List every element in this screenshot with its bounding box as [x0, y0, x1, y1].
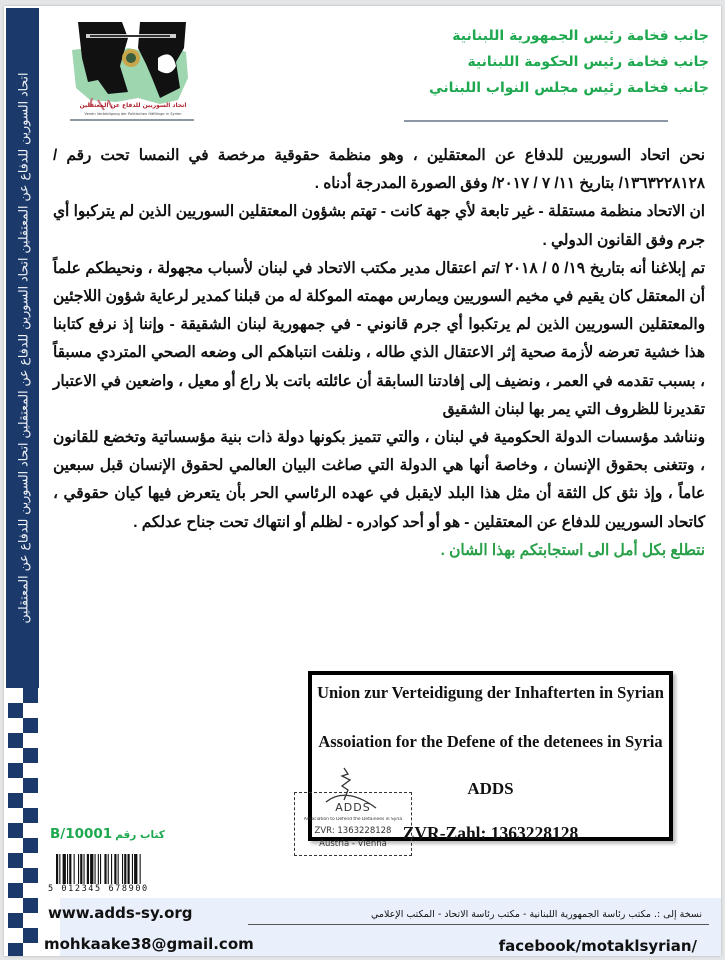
barcode-bar [104, 854, 106, 886]
letter-body [53, 142, 705, 565]
barcode-digits: 5 012345 678900 [48, 884, 182, 894]
org-name-english: Assoiation for the Defene of the detenees in Syria [318, 732, 663, 751]
checker-square [8, 913, 23, 928]
letter-number [50, 823, 210, 842]
checker-square [8, 943, 23, 956]
barcode-bar [132, 854, 133, 886]
barcode-bar [69, 854, 71, 886]
checker-square [8, 763, 23, 778]
body-paragraph: ان الاتحاد منظمة مستقلة - غير تابعة لأي جهة كانت - تهتم بشؤون المعتقلين السوريين الذين لم يتركبوا أي جرم وفق القانون الدولي . [53, 203, 705, 249]
barcode-bar [56, 854, 58, 886]
barcode-bar [134, 854, 137, 886]
checker-pattern [6, 688, 39, 956]
letter-number-value: B/10001 [50, 826, 113, 842]
barcode-bar [80, 854, 82, 886]
sidebar-band [6, 8, 39, 688]
letter-number-label: كتاب رقم [115, 829, 165, 841]
checker-square [8, 823, 23, 838]
registration-number: ZVR-Zahl: 1363228128 [402, 823, 579, 843]
checker-square [8, 853, 23, 868]
addressees-block [349, 23, 709, 101]
logo-german-caption: Verein Verteidigung der Politischen Häftlinge in Syrien [84, 112, 182, 116]
body-paragraph: ونناشد مؤسسات الدولة الحكومية في لبنان ، والتي تتميز بكونها دولة ذات بنية مؤسساتية وتخضع للقانون ، وتتغنى بحقوق الإنسان ، وخاصة أنها هي الدولة التي صاغت البيان العالمي لحقوق الإنسان قبل سبعين عاماً ، وإذ نثق كل الثقة أن مثل هذا البلد لايقبل في عهده الرئاسي الحر بأن يتعرض فيها كيان حقوقي ، كاتحاد السوريين للدفاع عن المعتقلين - هو أو أحد كوادره - لظلم أو انتهاك تحت جناح عدلكم . [53, 429, 705, 531]
sidebar-vertical-text [6, 8, 39, 688]
checker-square [23, 898, 38, 913]
barcode-bar [118, 854, 119, 886]
addressee-president: جانب فخامة رئيس الجمهورية اللبنانية [452, 28, 709, 44]
barcode-bar [140, 854, 141, 886]
checker-square [8, 883, 23, 898]
org-name-german: Union zur Verteidigung der Inhafterten in Syrian [317, 683, 664, 702]
stamp-location: Austria - Vienna [319, 839, 387, 849]
barcode-bar [67, 854, 68, 886]
checker-square [8, 793, 23, 808]
signature [322, 766, 382, 812]
checker-square [23, 778, 38, 793]
checker-square [8, 703, 23, 718]
checker-square [23, 688, 38, 703]
website-link[interactable]: www.adds-sy.org [48, 904, 193, 922]
letter-page [4, 6, 721, 956]
stamp-zvr: ZVR: 1363228128 [314, 826, 392, 836]
checker-square [23, 718, 38, 733]
checker-square [8, 733, 23, 748]
barcode-bar [114, 854, 116, 886]
copy-to-line: نسخة إلى :. مكتب رئاسة الجمهورية اللبنانية - مكتب رئاسة الاتحاد - المكتب الإعلامي [370, 909, 702, 920]
barcode-bar [122, 854, 123, 886]
addressee-prime-minister: جانب فخامة رئيس الحكومة اللبنانية [467, 54, 709, 70]
barcode-bar [63, 854, 66, 886]
barcode-bar [111, 854, 112, 886]
barcode-bar [108, 854, 109, 886]
barcode-bar [59, 854, 60, 886]
body-paragraph: نحن اتحاد السوريين للدفاع عن المعتقلين ، وهو منظمة حقوقية مرخصة في النمسا تحت رقم / ١٣٦٣٢٢٨١٢٨/ بتاريخ ١١/ ٧ / ٢٠١٧/ وفق الصورة المدرجة أدناه . [53, 147, 705, 193]
closing-line: نتطلع بكل أمل الى استجابتكم بهذا الشان . [440, 541, 705, 559]
barcode-bar [128, 854, 130, 886]
stamp-title: ADDS [335, 801, 371, 814]
logo-arabic-caption: اتحاد السوريين للدفاع عن المعتقلين [79, 102, 187, 109]
barcode-bar [84, 854, 85, 886]
facebook-link[interactable]: facebook/motaklsyrian/ [498, 937, 697, 955]
barcode-bar [95, 854, 96, 886]
org-acronym: ADDS [467, 779, 514, 798]
header-divider [404, 120, 668, 122]
checker-square [23, 928, 38, 943]
barcode-bar [74, 854, 75, 886]
checker-square [23, 748, 38, 763]
barcode-bar [87, 854, 89, 886]
stamp-subtitle: Association to Defend the Detainees in Syria [303, 817, 403, 822]
barcode-bar [78, 854, 79, 886]
copy-to-underline [248, 924, 709, 925]
addressee-parliament-speaker: جانب فخامة رئيس مجلس النواب اللبناني [429, 80, 709, 96]
barcode-bar [124, 854, 126, 886]
checker-square [23, 838, 38, 853]
logo-divider [70, 119, 194, 121]
checker-square [23, 868, 38, 883]
barcode-bar [90, 854, 93, 886]
body-paragraph: تم إبلاغنا أنه بتاريخ ١٩/ ٥ / ٢٠١٨ /تم اعتقال مدير مكتب الاتحاد في لبنان لأسباب مجهولة ، ونحيطكم علماً أن المعتقل كان يقيم في مخيم السوريين ويمارس مهمته الموكلة له من قبلنا كمدير لرعاية شؤون اللاجئين والمعتقلين السوريين الذين لم يرتكبوا أي جرم قانوني - في جمهورية لبنان الشقيقة - وإننا إذ نرفع كتابنا هذا خشية تعرضه لأزمة صحية إثر الاعتقال الذي طاله ، ونلفت انتباهكم الى وضعه الصحي المتردي مسبقاً ، بسبب تقدمه في العمر ، ونضيف إلى إفادتنا السابقة أن عائلته باتت بلا راع أو معيل ، واضعين في الاعتبار تقديرنا للظروف التي يمر بها لبنان الشقيق [53, 259, 706, 418]
checker-square [23, 808, 38, 823]
email-link[interactable]: mohkaake38@gmail.com [44, 935, 254, 953]
barcode-bar [98, 854, 99, 886]
sidebar-vertical-label: اتحاد السورين للدفاع عن المعتقلين اتحاد السورين للدفاع عن المعتقلين اتحاد السورين للدفاع عن المعتقلين [15, 72, 30, 624]
barcode-bar [100, 854, 101, 886]
